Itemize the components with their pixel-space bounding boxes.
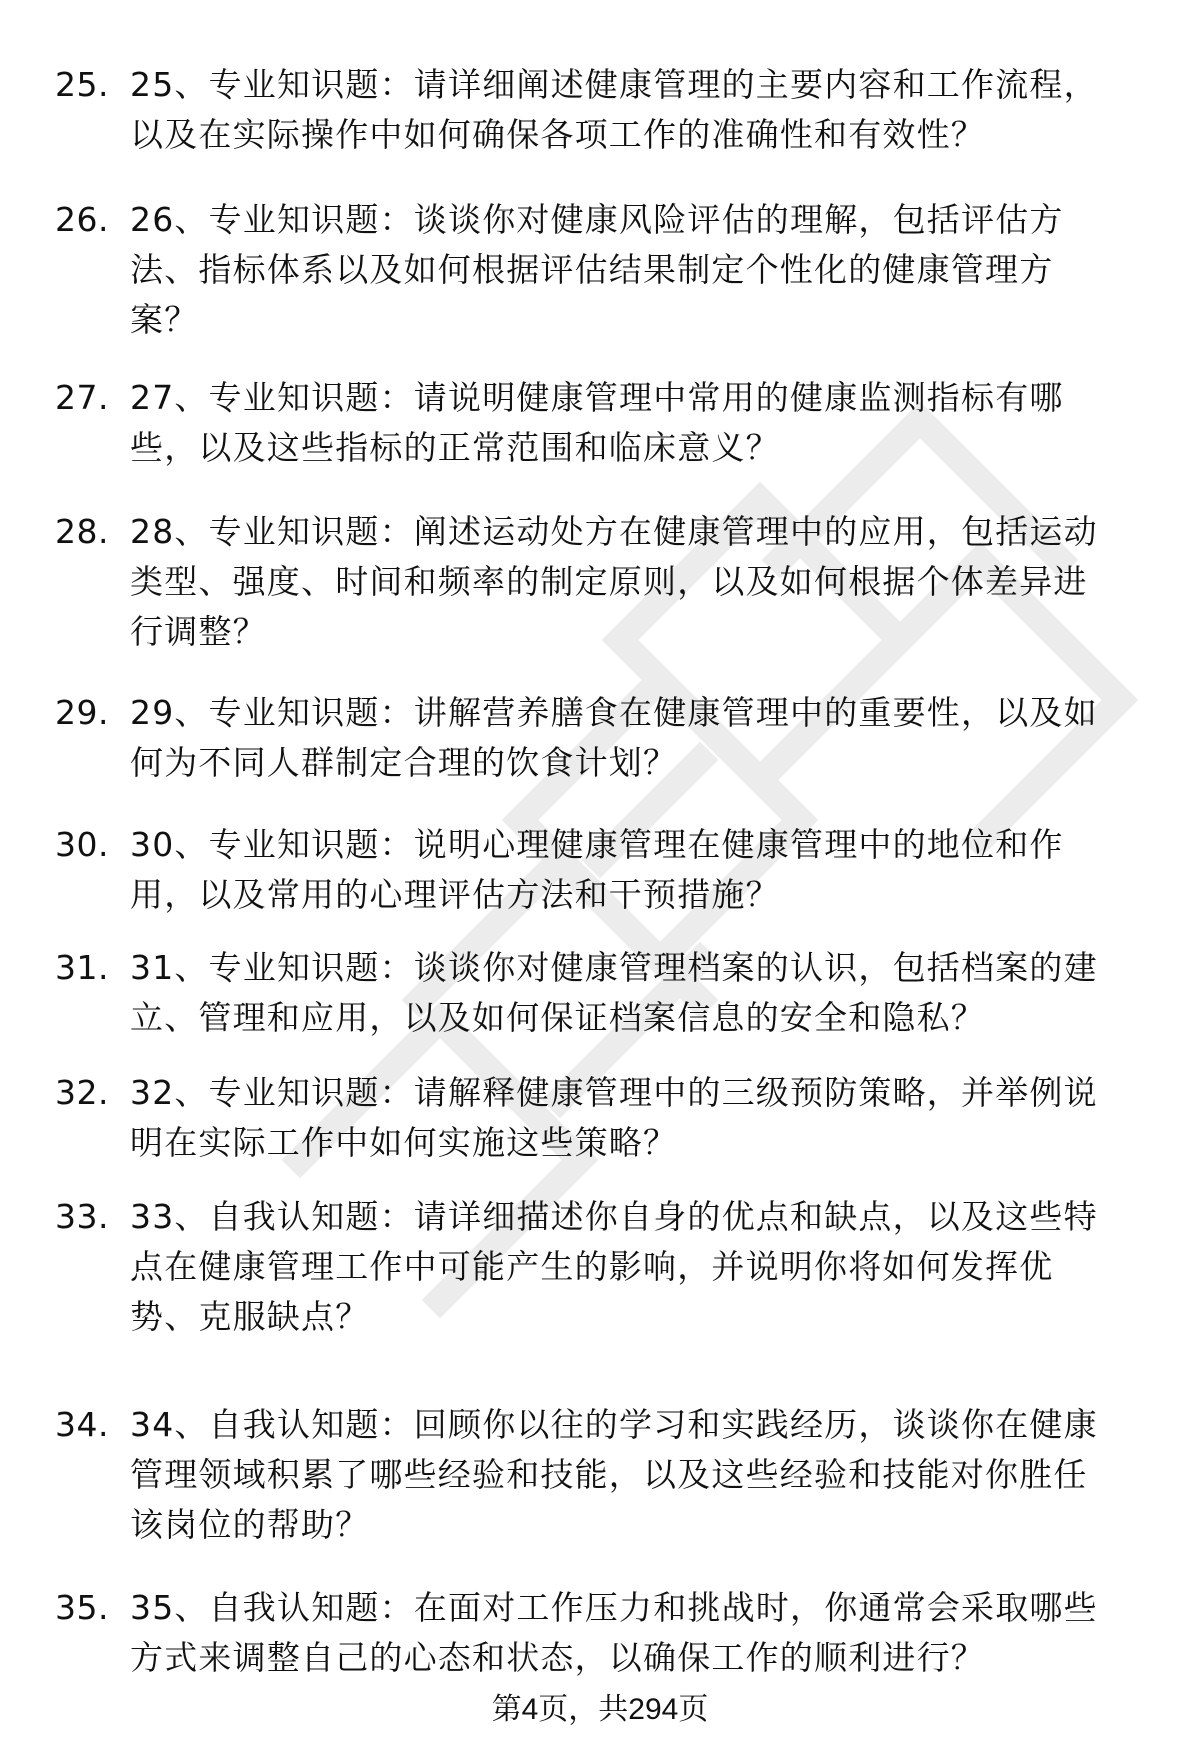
- question-number: 28.: [55, 512, 109, 551]
- question-number: 30.: [55, 825, 109, 864]
- question-number: 31.: [55, 948, 109, 987]
- question-line: 31、专业知识题：谈谈你对健康管理档案的认识，包括档案的建: [130, 948, 1098, 987]
- question-text: [130, 1192, 1150, 1342]
- question-line: 案？: [130, 300, 199, 339]
- question-line: 27、专业知识题：请说明健康管理中常用的健康监测指标有哪: [130, 378, 1064, 417]
- question-line: 33、自我认知题：请详细描述你自身的优点和缺点，以及这些特: [130, 1197, 1098, 1236]
- question-line: 些，以及这些指标的正常范围和临床意义？: [130, 428, 780, 467]
- question-text: [130, 60, 1150, 160]
- question-line: 26、专业知识题：谈谈你对健康风险评估的理解，包括评估方: [130, 200, 1064, 239]
- question-text: [130, 373, 1150, 473]
- question-line: 势、克服缺点？: [130, 1297, 370, 1336]
- question-text: [130, 1068, 1150, 1168]
- question-number: 25.: [55, 65, 109, 104]
- question-line: 何为不同人群制定合理的饮食计划？: [130, 743, 678, 782]
- question-number: 27.: [55, 378, 109, 417]
- question-line: 立、管理和应用，以及如何保证档案信息的安全和隐私？: [130, 998, 985, 1037]
- question-line: 32、专业知识题：请解释健康管理中的三级预防策略，并举例说: [130, 1073, 1098, 1112]
- question-line: 方式来调整自己的心态和状态，以确保工作的顺利进行？: [130, 1638, 985, 1677]
- question-text: [130, 1400, 1150, 1550]
- question-number: 26.: [55, 200, 109, 239]
- question-line: 法、指标体系以及如何根据评估结果制定个性化的健康管理方: [130, 250, 1054, 289]
- page-indicator: 第4页，共294页: [491, 1693, 709, 1726]
- question-line: 25、专业知识题：请详细阐述健康管理的主要内容和工作流程，: [130, 65, 1098, 104]
- question-number: 32.: [55, 1073, 109, 1112]
- question-line: 29、专业知识题：讲解营养膳食在健康管理中的重要性，以及如: [130, 693, 1098, 732]
- question-line: 明在实际工作中如何实施这些策略？: [130, 1123, 678, 1162]
- question-number: 29.: [55, 693, 109, 732]
- question-text: [130, 820, 1150, 920]
- question-line: 用，以及常用的心理评估方法和干预措施？: [130, 875, 780, 914]
- question-line: 点在健康管理工作中可能产生的影响，并说明你将如何发挥优: [130, 1247, 1054, 1286]
- question-line: 以及在实际操作中如何确保各项工作的准确性和有效性？: [130, 115, 985, 154]
- question-line: 30、专业知识题：说明心理健康管理在健康管理中的地位和作: [130, 825, 1064, 864]
- question-line: 该岗位的帮助？: [130, 1505, 370, 1544]
- question-number: 33.: [55, 1197, 109, 1236]
- question-line: 行调整？: [130, 612, 267, 651]
- question-text: [130, 1583, 1150, 1683]
- question-line: 35、自我认知题：在面对工作压力和挑战时，你通常会采取哪些: [130, 1588, 1098, 1627]
- question-text: [130, 507, 1150, 657]
- question-line: 管理领域积累了哪些经验和技能，以及这些经验和技能对你胜任: [130, 1455, 1088, 1494]
- question-line: 34、自我认知题：回顾你以往的学习和实践经历，谈谈你在健康: [130, 1405, 1098, 1444]
- question-number: 35.: [55, 1588, 109, 1627]
- question-line: 28、专业知识题：阐述运动处方在健康管理中的应用，包括运动: [130, 512, 1098, 551]
- question-text: [130, 943, 1150, 1043]
- question-number: 34.: [55, 1405, 109, 1444]
- question-line: 类型、强度、时间和频率的制定原则，以及如何根据个体差异进: [130, 562, 1088, 601]
- question-text: [130, 195, 1150, 345]
- question-text: [130, 688, 1150, 788]
